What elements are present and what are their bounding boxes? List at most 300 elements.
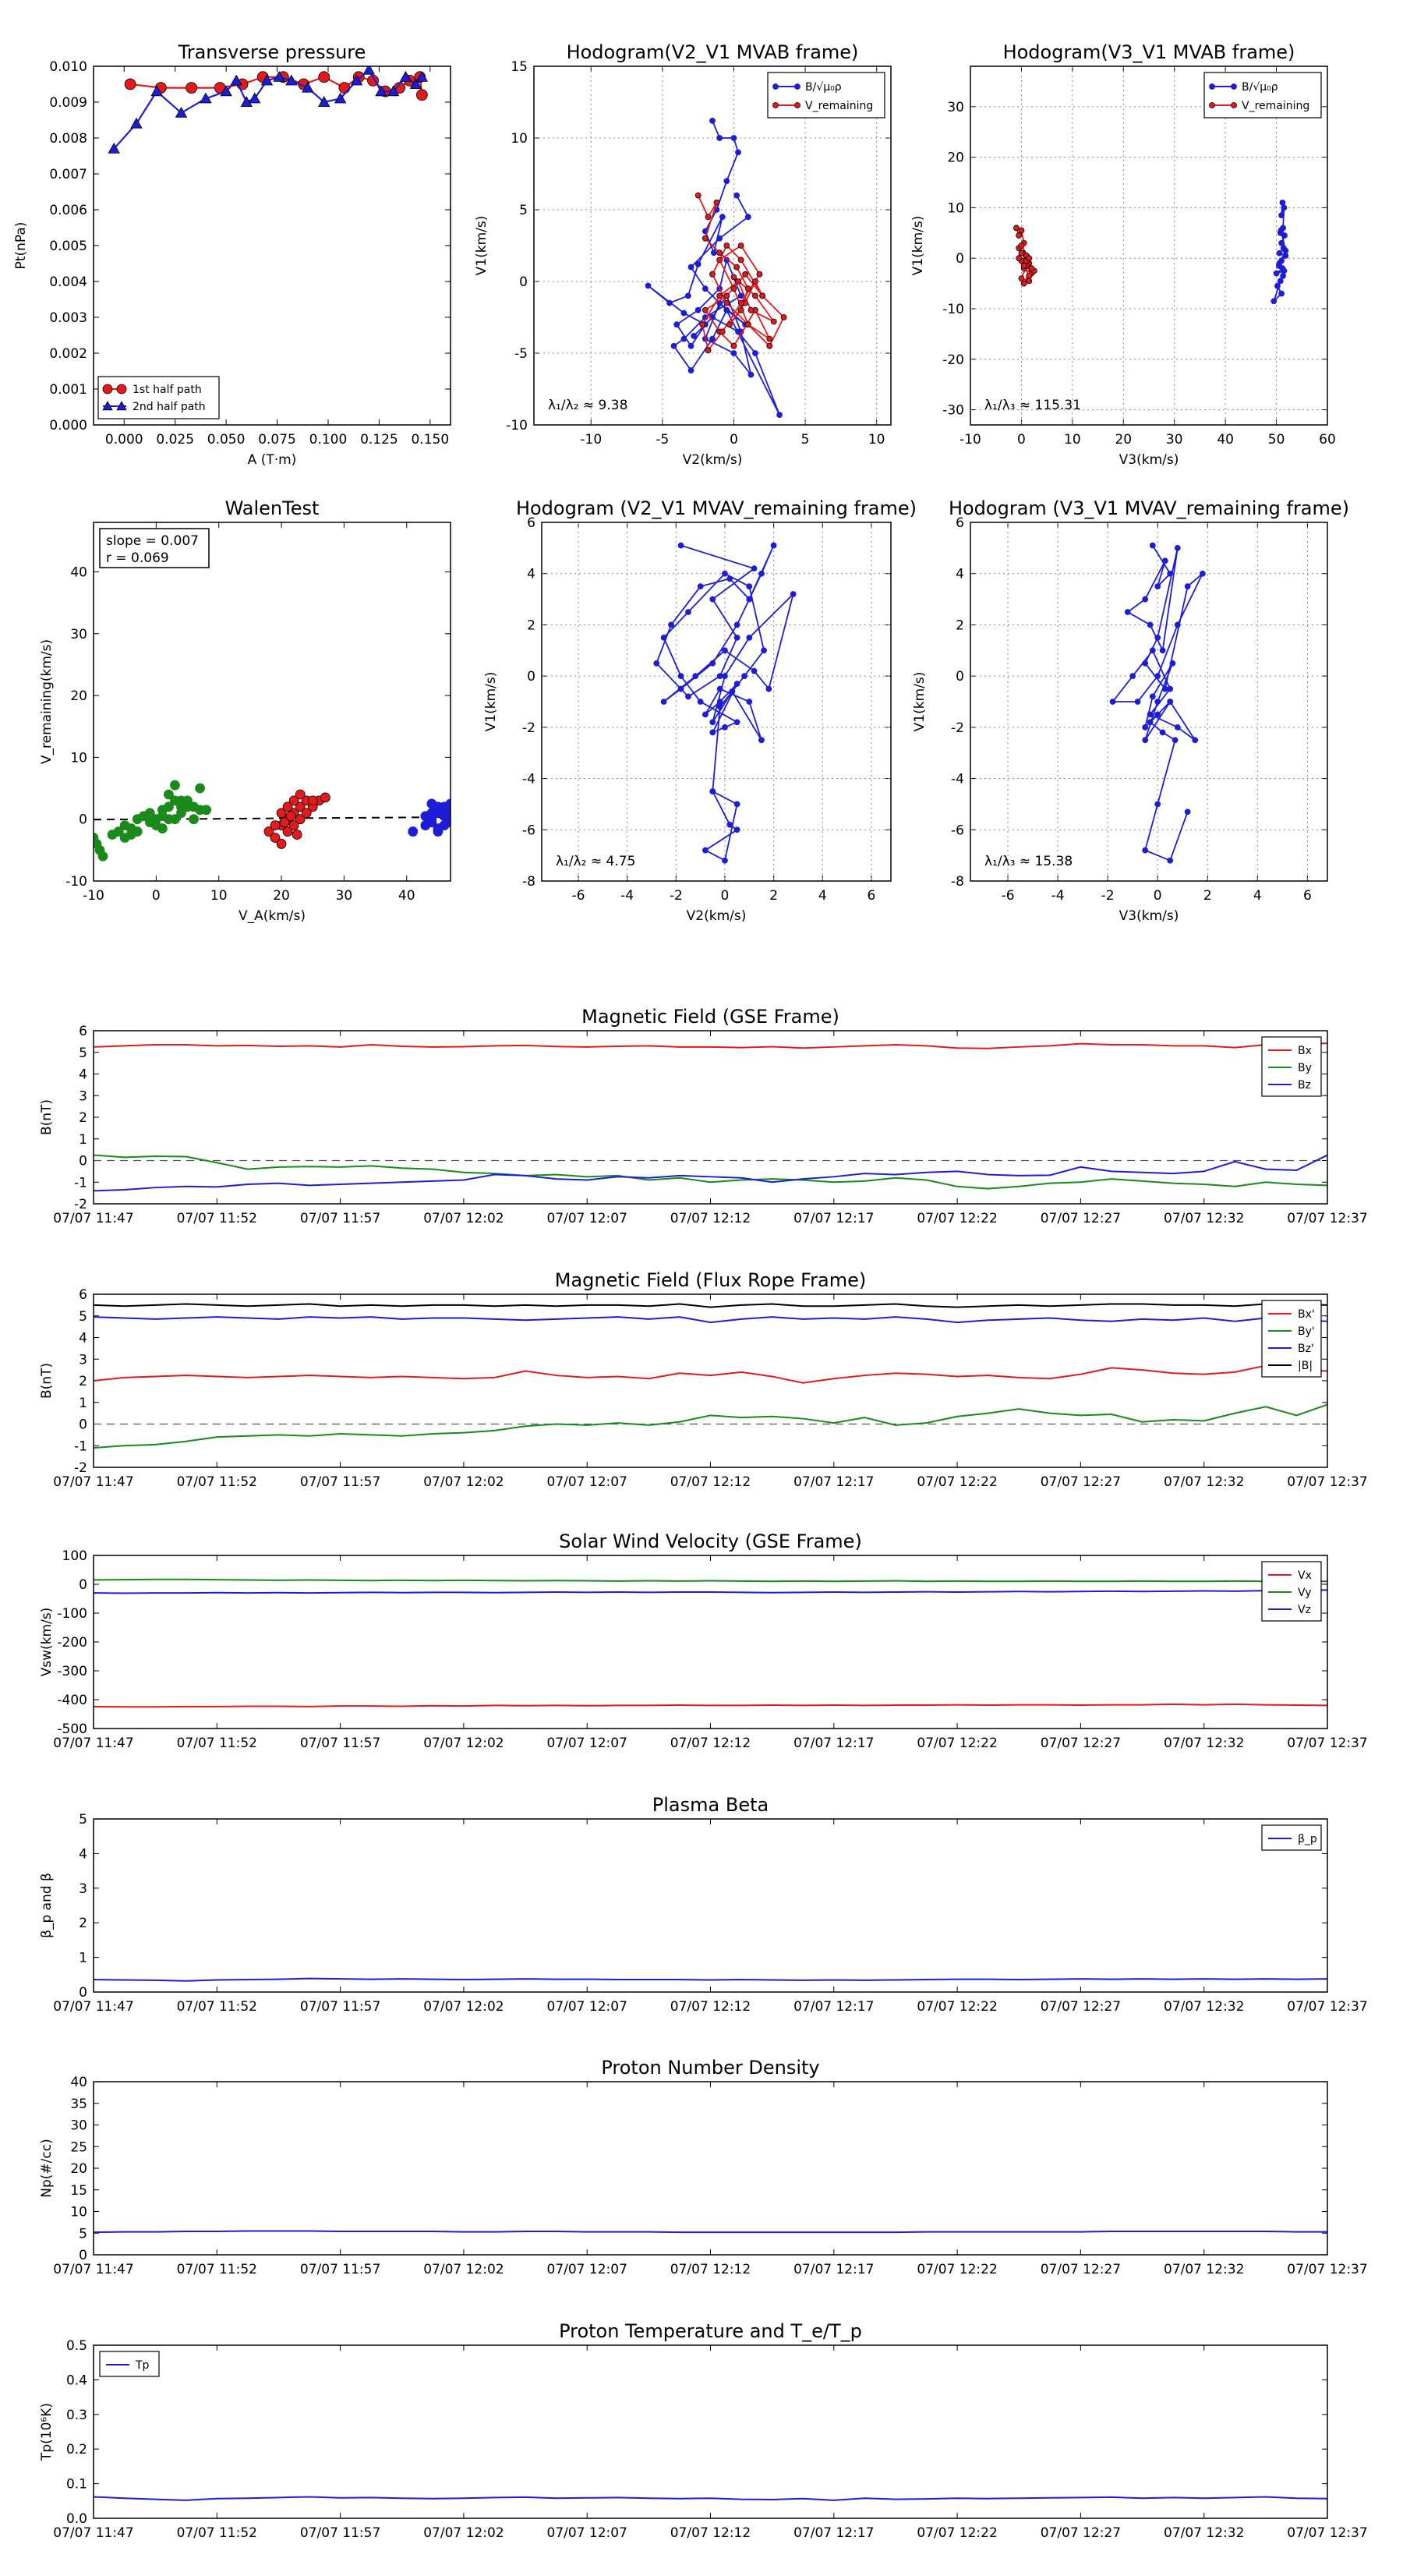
data-point — [734, 827, 740, 833]
x-tick-label: 07/07 12:27 — [1040, 1211, 1122, 1226]
data-point — [722, 648, 727, 653]
chart-title: Hodogram (V3_V1 MVAV_remaining frame) — [948, 497, 1350, 519]
chart-solar_wind_velocity — [39, 1530, 1368, 1751]
chart-magnetic_field_gse — [39, 1006, 1368, 1226]
y-tick-label: 20 — [70, 2161, 87, 2177]
chart-title: Hodogram(V3_V1 MVAB frame) — [1002, 41, 1295, 63]
y-tick-label: 0 — [79, 1153, 87, 1169]
data-point — [1279, 291, 1285, 296]
y-tick-label: 4 — [527, 566, 535, 582]
y-tick-label: 0 — [79, 1985, 87, 2001]
x-axis-label: V2(km/s) — [682, 452, 743, 468]
y-tick-label: 3 — [79, 1352, 87, 1368]
y-tick-label: -1 — [74, 1438, 87, 1455]
y-tick-label: 0.0 — [65, 2511, 87, 2527]
y-tick-label: 0 — [527, 669, 535, 685]
chart-title: Magnetic Field (GSE Frame) — [581, 1006, 839, 1028]
y-tick-label: 0 — [956, 669, 964, 685]
data-point — [671, 343, 677, 349]
data-point — [1277, 250, 1282, 256]
x-tick-label: 0 — [1153, 888, 1162, 904]
data-point — [688, 343, 694, 349]
data-point — [1278, 278, 1283, 284]
y-tick-label: 6 — [79, 1287, 87, 1303]
data-point — [710, 720, 716, 725]
y-tick-label: 0.008 — [49, 131, 87, 147]
data-point — [1147, 622, 1153, 628]
x-tick-label: 07/07 12:07 — [546, 1736, 627, 1751]
data-point — [734, 193, 740, 198]
legend-label: Vy — [1298, 1587, 1312, 1599]
x-tick-label: 07/07 12:17 — [793, 1474, 875, 1490]
data-point — [757, 271, 762, 277]
data-point — [1016, 256, 1022, 261]
y-tick-label: 20 — [70, 688, 87, 705]
y-tick-label: 0 — [79, 812, 87, 828]
data-point — [771, 543, 776, 548]
y-tick-label: 20 — [947, 150, 964, 166]
data-point — [745, 214, 751, 220]
data-point — [1013, 225, 1019, 231]
y-axis-label: V1(km/s) — [483, 671, 499, 732]
x-tick-label: 07/07 12:27 — [1040, 2525, 1122, 2541]
x-tick-label: 20 — [1115, 432, 1133, 448]
legend-label: 2nd half path — [133, 401, 206, 413]
data-point — [747, 596, 752, 602]
x-tick-label: 07/07 12:32 — [1164, 2525, 1245, 2541]
data-point — [1021, 281, 1027, 286]
data-point — [714, 200, 719, 205]
data-point — [751, 566, 757, 571]
y-tick-label: -4 — [522, 771, 535, 787]
data-point — [295, 790, 305, 799]
y-tick-label: 0 — [956, 251, 964, 267]
x-tick-label: 07/07 12:07 — [546, 1999, 627, 2015]
y-tick-label: -2 — [951, 720, 964, 736]
x-tick-label: 07/07 12:02 — [423, 1474, 504, 1490]
data-point — [710, 596, 716, 602]
data-point — [1281, 205, 1287, 211]
y-tick-label: 10 — [70, 2204, 87, 2220]
data-point — [747, 635, 752, 640]
y-tick-label: 2 — [79, 1374, 87, 1389]
data-point — [700, 322, 705, 327]
y-tick-label: 0.006 — [49, 203, 87, 218]
data-point — [125, 79, 136, 90]
y-tick-label: 0.3 — [65, 2407, 87, 2423]
x-tick-label: 07/07 12:12 — [670, 1736, 751, 1751]
y-tick-label: 0.004 — [49, 274, 87, 290]
data-point — [727, 576, 733, 582]
data-point — [710, 271, 716, 277]
data-point — [760, 293, 765, 299]
chart-hodogram_v2_v1_mvab — [474, 41, 891, 468]
y-axis-label: V1(km/s) — [474, 215, 489, 276]
y-tick-label: -30 — [942, 402, 964, 419]
y-tick-label: 40 — [70, 2075, 87, 2090]
x-tick-label: 07/07 12:32 — [1164, 1474, 1245, 1490]
y-tick-label: 0 — [79, 1577, 87, 1593]
x-tick-label: 07/07 12:17 — [793, 2262, 875, 2277]
data-point — [773, 103, 779, 108]
data-point — [722, 674, 727, 679]
y-tick-label: 100 — [62, 1548, 87, 1564]
data-point — [117, 384, 126, 394]
y-tick-label: -4 — [951, 771, 964, 787]
data-point — [717, 250, 723, 256]
data-point — [724, 307, 730, 313]
y-tick-label: 40 — [70, 564, 87, 581]
x-tick-label: 07/07 11:52 — [176, 1474, 257, 1490]
x-tick-label: 07/07 11:57 — [299, 2262, 381, 2277]
legend-label: Bx — [1298, 1045, 1312, 1057]
data-point — [734, 622, 740, 628]
data-point — [1029, 266, 1034, 271]
legend-label: B/√μ₀ρ — [1242, 81, 1278, 94]
x-tick-label: 07/07 12:07 — [546, 2262, 627, 2277]
x-tick-label: 2 — [769, 888, 779, 904]
y-tick-label: -20 — [942, 352, 964, 368]
x-tick-label: -4 — [1051, 888, 1065, 904]
x-tick-label: 07/07 11:57 — [299, 2525, 381, 2541]
data-point — [688, 368, 694, 373]
data-point — [1168, 686, 1173, 692]
data-point — [1162, 558, 1168, 564]
chart-plasma_beta — [39, 1794, 1368, 2015]
data-point — [748, 307, 754, 313]
x-tick-label: 0 — [720, 888, 730, 904]
y-tick-label: -5 — [514, 346, 528, 362]
data-point — [722, 724, 727, 730]
data-point — [734, 720, 740, 725]
data-point — [339, 83, 350, 94]
x-tick-label: 07/07 12:32 — [1164, 1211, 1245, 1226]
x-tick-label: 5 — [800, 432, 810, 448]
data-point — [717, 699, 723, 705]
data-point — [661, 635, 666, 640]
ratio-annotation: λ₁/λ₃ ≈ 115.31 — [984, 398, 1082, 413]
data-point — [743, 271, 748, 277]
x-tick-label: 10 — [210, 888, 228, 904]
data-point — [1274, 271, 1279, 276]
data-point — [734, 264, 740, 270]
annotation-text: slope = 0.007 — [106, 533, 199, 549]
data-point — [1019, 228, 1024, 233]
x-tick-label: 07/07 12:27 — [1040, 1474, 1122, 1490]
legend-label: By — [1298, 1062, 1312, 1074]
data-point — [795, 103, 800, 108]
x-tick-label: 07/07 11:47 — [53, 1211, 134, 1226]
chart-title: WalenTest — [224, 497, 320, 519]
x-tick-label: 07/07 11:57 — [299, 1474, 381, 1490]
data-point — [645, 283, 651, 288]
x-tick-label: -2 — [1101, 888, 1115, 904]
data-point — [661, 699, 666, 705]
y-tick-label: -6 — [522, 823, 535, 839]
y-tick-label: -8 — [951, 874, 964, 890]
data-point — [731, 351, 737, 356]
y-tick-label: -2 — [74, 1197, 87, 1212]
x-axis-label: A (T·m) — [247, 452, 297, 468]
data-point — [667, 300, 673, 306]
data-point — [1155, 712, 1161, 717]
y-tick-label: 4 — [79, 1067, 87, 1083]
y-tick-label: -10 — [506, 418, 528, 433]
data-point — [717, 293, 723, 299]
data-point — [719, 214, 725, 220]
data-point — [1143, 724, 1148, 730]
legend-label: |B| — [1298, 1360, 1313, 1372]
y-tick-label: 0.2 — [65, 2442, 87, 2458]
data-point — [758, 738, 764, 743]
data-point — [103, 384, 112, 394]
data-point — [717, 704, 723, 709]
x-tick-label: -4 — [620, 888, 634, 904]
y-axis-label: B(nT) — [39, 1362, 55, 1399]
data-point — [710, 730, 716, 735]
data-point — [1282, 233, 1288, 239]
y-tick-label: 15 — [70, 2182, 87, 2199]
y-tick-label: -400 — [57, 1693, 87, 1708]
data-point — [705, 214, 711, 220]
data-point — [790, 592, 796, 597]
legend-label: Tp — [136, 2359, 150, 2372]
y-tick-label: 0.005 — [49, 239, 87, 254]
x-tick-label: 07/07 12:07 — [546, 2525, 627, 2541]
data-point — [752, 293, 758, 299]
x-tick-label: 07/07 12:32 — [1164, 1999, 1245, 2015]
data-point — [1019, 276, 1024, 281]
x-tick-label: 07/07 11:57 — [299, 1736, 381, 1751]
data-point — [669, 622, 674, 628]
x-tick-label: 07/07 12:02 — [423, 2262, 504, 2277]
x-tick-label: 30 — [1165, 432, 1183, 448]
data-point — [1143, 660, 1148, 666]
data-point — [189, 815, 199, 824]
x-tick-label: -10 — [580, 432, 603, 448]
x-tick-label: 07/07 12:07 — [546, 1211, 627, 1226]
data-point — [717, 257, 723, 263]
data-point — [685, 293, 691, 299]
x-tick-label: 07/07 12:27 — [1040, 2262, 1122, 2277]
chart-title: Solar Wind Velocity (GSE Frame) — [559, 1530, 862, 1552]
y-tick-label: 0.002 — [49, 346, 87, 362]
data-point — [738, 243, 744, 249]
x-tick-label: 6 — [1302, 888, 1312, 904]
data-point — [1150, 648, 1155, 653]
x-tick-label: 07/07 12:22 — [917, 1211, 998, 1226]
y-tick-label: 5 — [79, 2226, 87, 2242]
y-tick-label: -8 — [522, 874, 535, 890]
data-point — [1200, 571, 1205, 576]
chart-hodogram_v2_v1_mvav — [483, 497, 917, 924]
data-point — [1279, 240, 1285, 246]
data-point — [1175, 545, 1180, 550]
x-tick-label: 07/07 12:02 — [423, 1211, 504, 1226]
data-point — [731, 136, 737, 141]
data-point — [186, 83, 197, 94]
x-tick-label: 0.050 — [207, 432, 246, 448]
x-tick-label: 07/07 11:47 — [53, 1736, 134, 1751]
y-tick-label: 3 — [79, 1881, 87, 1897]
data-point — [766, 686, 772, 692]
data-point — [164, 790, 173, 799]
x-tick-label: 07/07 12:22 — [917, 2525, 998, 2541]
x-tick-label: 07/07 11:52 — [176, 2525, 257, 2541]
x-tick-label: 07/07 12:22 — [917, 1736, 998, 1751]
y-axis-label: B(nT) — [39, 1099, 55, 1136]
x-tick-label: 07/07 12:12 — [670, 2262, 751, 2277]
y-tick-label: 10 — [947, 200, 964, 217]
x-axis-label: V_A(km/s) — [238, 908, 306, 924]
data-point — [1143, 596, 1148, 602]
data-point — [742, 674, 747, 679]
x-tick-label: 0.075 — [258, 432, 296, 448]
data-point — [196, 805, 205, 815]
data-point — [693, 674, 698, 679]
data-point — [164, 815, 173, 824]
data-point — [1147, 712, 1153, 717]
x-tick-label: 07/07 12:12 — [670, 1999, 751, 2015]
y-tick-label: -10 — [65, 874, 87, 890]
x-tick-label: 07/07 12:02 — [423, 2525, 504, 2541]
chart-title: Proton Temperature and T_e/T_p — [559, 2320, 862, 2342]
y-tick-label: 0.010 — [49, 59, 87, 75]
x-tick-label: 0 — [151, 888, 161, 904]
x-tick-label: 07/07 11:52 — [176, 1999, 257, 2015]
data-point — [678, 543, 684, 548]
y-tick-label: 10 — [511, 131, 528, 147]
data-point — [702, 235, 708, 241]
y-tick-label: 2 — [956, 617, 964, 634]
data-point — [440, 809, 449, 819]
y-tick-label: 6 — [79, 1024, 87, 1039]
x-tick-label: 07/07 11:47 — [53, 2525, 134, 2541]
data-point — [1193, 738, 1198, 743]
data-point — [738, 307, 744, 313]
legend-label: β_p — [1298, 1833, 1317, 1845]
data-point — [767, 343, 772, 349]
y-tick-label: 4 — [79, 1330, 87, 1346]
y-tick-label: 0.5 — [65, 2338, 87, 2354]
chart-title: Hodogram(V2_V1 MVAB frame) — [566, 41, 859, 63]
x-tick-label: 07/07 12:27 — [1040, 1736, 1122, 1751]
data-point — [1019, 250, 1024, 256]
y-tick-label: 0.000 — [49, 418, 87, 433]
data-point — [1185, 809, 1190, 815]
x-tick-label: 07/07 12:07 — [546, 1474, 627, 1490]
data-point — [1283, 248, 1288, 253]
chart-title: Hodogram (V2_V1 MVAV_remaining frame) — [515, 497, 917, 519]
data-point — [1155, 674, 1161, 679]
x-tick-label: 07/07 12:22 — [917, 1999, 998, 2015]
plot-background — [970, 522, 1327, 881]
x-tick-label: 40 — [1217, 432, 1234, 448]
data-point — [433, 827, 443, 837]
data-point — [747, 584, 752, 589]
chart-magnetic_field_flux_rope — [39, 1269, 1368, 1490]
data-point — [752, 279, 758, 285]
data-point — [752, 351, 758, 356]
data-point — [98, 851, 108, 861]
data-point — [108, 830, 117, 840]
data-point — [1281, 273, 1286, 278]
data-point — [302, 809, 311, 818]
data-point — [758, 571, 764, 576]
y-axis-label: β_p and β — [39, 1873, 55, 1938]
data-point — [308, 796, 317, 805]
data-point — [1175, 724, 1180, 730]
data-point — [734, 681, 740, 687]
y-tick-label: 2 — [79, 1110, 87, 1126]
data-point — [1125, 610, 1130, 615]
x-tick-label: 07/07 12:12 — [670, 1474, 751, 1490]
data-point — [286, 812, 295, 821]
data-point — [1155, 801, 1161, 807]
plot-background — [94, 1031, 1327, 1204]
plot-background — [94, 1819, 1327, 1992]
ratio-annotation: λ₁/λ₃ ≈ 15.38 — [984, 854, 1073, 869]
data-point — [1277, 260, 1282, 266]
x-tick-label: 07/07 12:37 — [1287, 1211, 1368, 1226]
y-axis-label: Pt(nPa) — [13, 221, 29, 270]
data-point — [731, 274, 737, 280]
data-point — [734, 801, 740, 807]
data-point — [1143, 738, 1148, 743]
data-point — [710, 660, 716, 666]
chart-title: Proton Number Density — [601, 2057, 820, 2079]
x-tick-label: 07/07 12:32 — [1164, 1736, 1245, 1751]
x-tick-label: 07/07 12:32 — [1164, 2262, 1245, 2277]
x-tick-label: 07/07 12:02 — [423, 1999, 504, 2015]
y-axis-label: Np(#/cc) — [39, 2139, 55, 2198]
x-tick-label: 0.025 — [156, 432, 195, 448]
data-point — [1143, 847, 1148, 853]
data-point — [678, 686, 684, 692]
legend-label: Vx — [1298, 1569, 1312, 1582]
data-point — [427, 799, 436, 809]
chart-proton_density — [39, 2057, 1368, 2277]
x-tick-label: 4 — [1253, 888, 1262, 904]
data-point — [722, 571, 727, 576]
y-tick-label: 0 — [79, 1417, 87, 1433]
y-tick-label: -2 — [522, 720, 535, 736]
plot-background — [94, 2345, 1327, 2518]
y-tick-label: 30 — [70, 626, 87, 642]
plot-background — [94, 1294, 1327, 1467]
y-tick-label: 5 — [79, 1812, 87, 1828]
data-point — [1170, 660, 1175, 666]
data-point — [1283, 253, 1288, 258]
data-point — [1279, 213, 1285, 218]
x-tick-label: 07/07 11:57 — [299, 1999, 381, 2015]
data-point — [738, 293, 744, 299]
chart-title: Transverse pressure — [178, 41, 366, 63]
data-point — [724, 300, 730, 306]
data-point — [1027, 256, 1032, 261]
y-tick-label: -1 — [74, 1175, 87, 1191]
x-tick-label: 07/07 12:17 — [793, 1999, 875, 2015]
x-tick-label: 07/07 11:47 — [53, 2262, 134, 2277]
data-point — [695, 307, 701, 313]
x-tick-label: 10 — [868, 432, 885, 448]
data-point — [1150, 694, 1155, 699]
y-tick-label: -6 — [951, 823, 964, 839]
x-tick-label: 2 — [1203, 888, 1212, 904]
data-point — [319, 72, 330, 83]
x-tick-label: -6 — [571, 888, 585, 904]
x-tick-label: 0.125 — [360, 432, 398, 448]
